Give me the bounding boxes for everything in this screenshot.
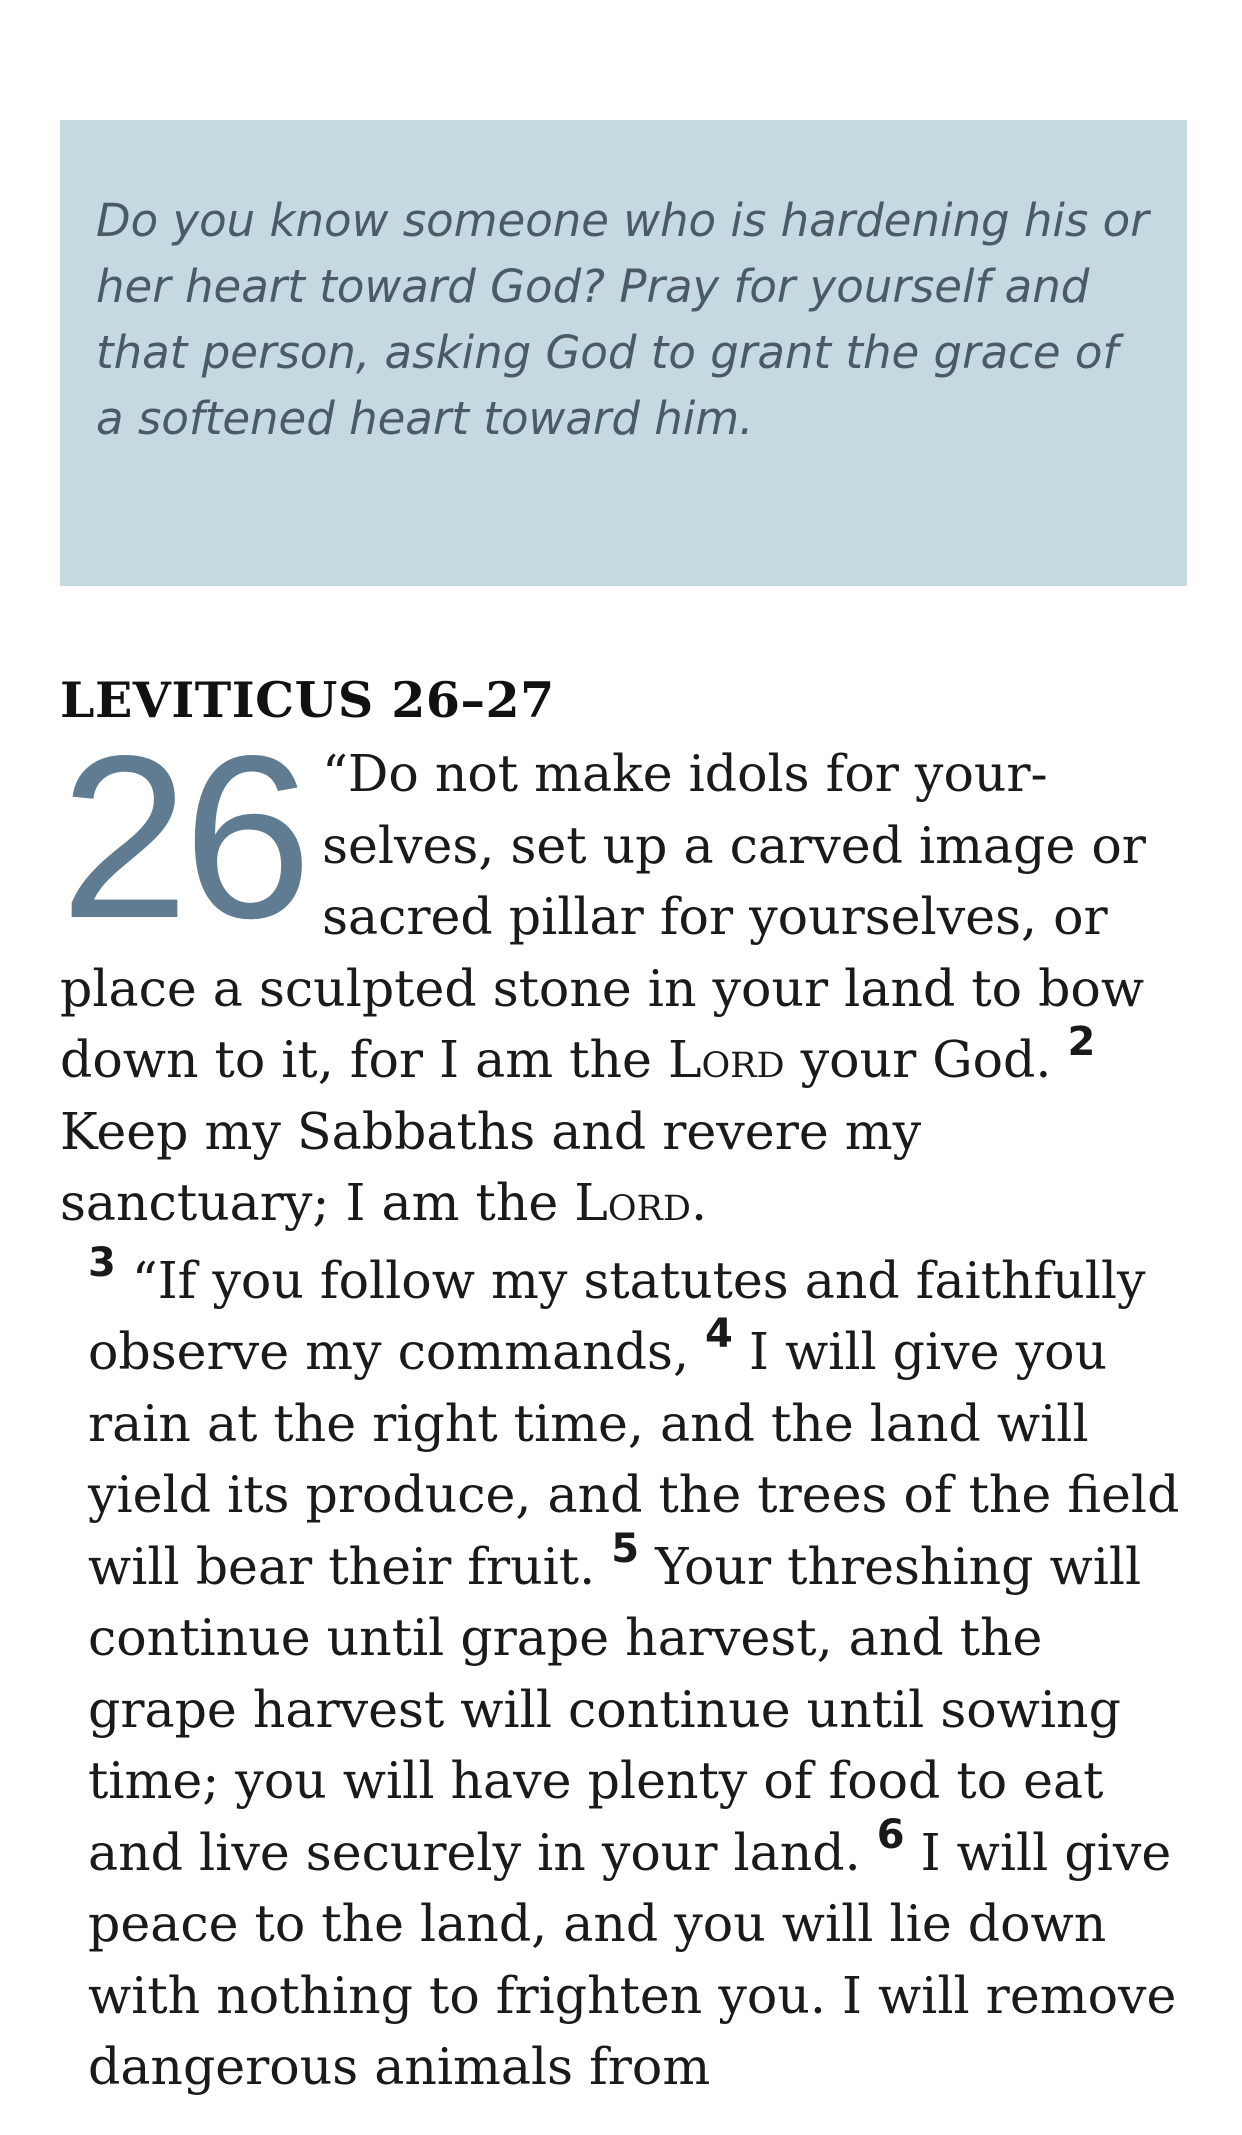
verse-3-text: “If you follow my statutes and faithfully observe my commands, xyxy=(88,1250,1146,1381)
verse-number-3: 3 xyxy=(88,1239,116,1286)
verse-number-5: 5 xyxy=(611,1525,640,1572)
scripture-text xyxy=(60,708,1190,2103)
paragraph-verses-1-2 xyxy=(60,708,1190,1239)
verse-number-2: 2 xyxy=(1067,1019,1096,1065)
paragraph-verses-3-6 xyxy=(60,1239,1190,2103)
divine-name-lord: Lord xyxy=(574,1173,691,1232)
devotional-callout xyxy=(60,120,1187,586)
verse-1-text-a: “Do not make idols for yourselves, set up a carved image or sacred pillar for yourselves, or place a sculpted stone in your land to bow down to it, for I am the xyxy=(60,744,1146,1089)
verse-number-4: 4 xyxy=(705,1311,733,1357)
verse-1-text-b: your God. xyxy=(784,1030,1068,1089)
devotional-prompt: Do you know someone who is hardening his or her heart toward God? Pray for yourself and that person, asking God to grant the grace of a softened heart toward him. xyxy=(96,194,1149,445)
divine-name-lord: Lord xyxy=(667,1030,785,1089)
reading-heading: LEVITICUS 26–27 xyxy=(60,671,555,729)
verse-2-text-a: Keep my Sabbaths and revere my sanctuary; I am the xyxy=(60,1101,922,1232)
verse-number-6: 6 xyxy=(876,1811,905,1858)
verse-5-text: Your threshing will continue until grape harvest, and the grape harvest will continue until sowing time; you will have plenty of food to eat and live securely in your land. xyxy=(88,1536,1142,1882)
verse-4-text: I will give you rain at the right time, and the land will yield its produce, and the trees of the field will bear their fruit. xyxy=(88,1322,1180,1596)
chapter-number: 26 xyxy=(60,708,307,967)
verse-6-text: I will give peace to the land, and you will lie down with nothing to frighten you. I will remove dangerous animals from xyxy=(88,1822,1177,2096)
verse-2-text-b: . xyxy=(690,1173,708,1232)
